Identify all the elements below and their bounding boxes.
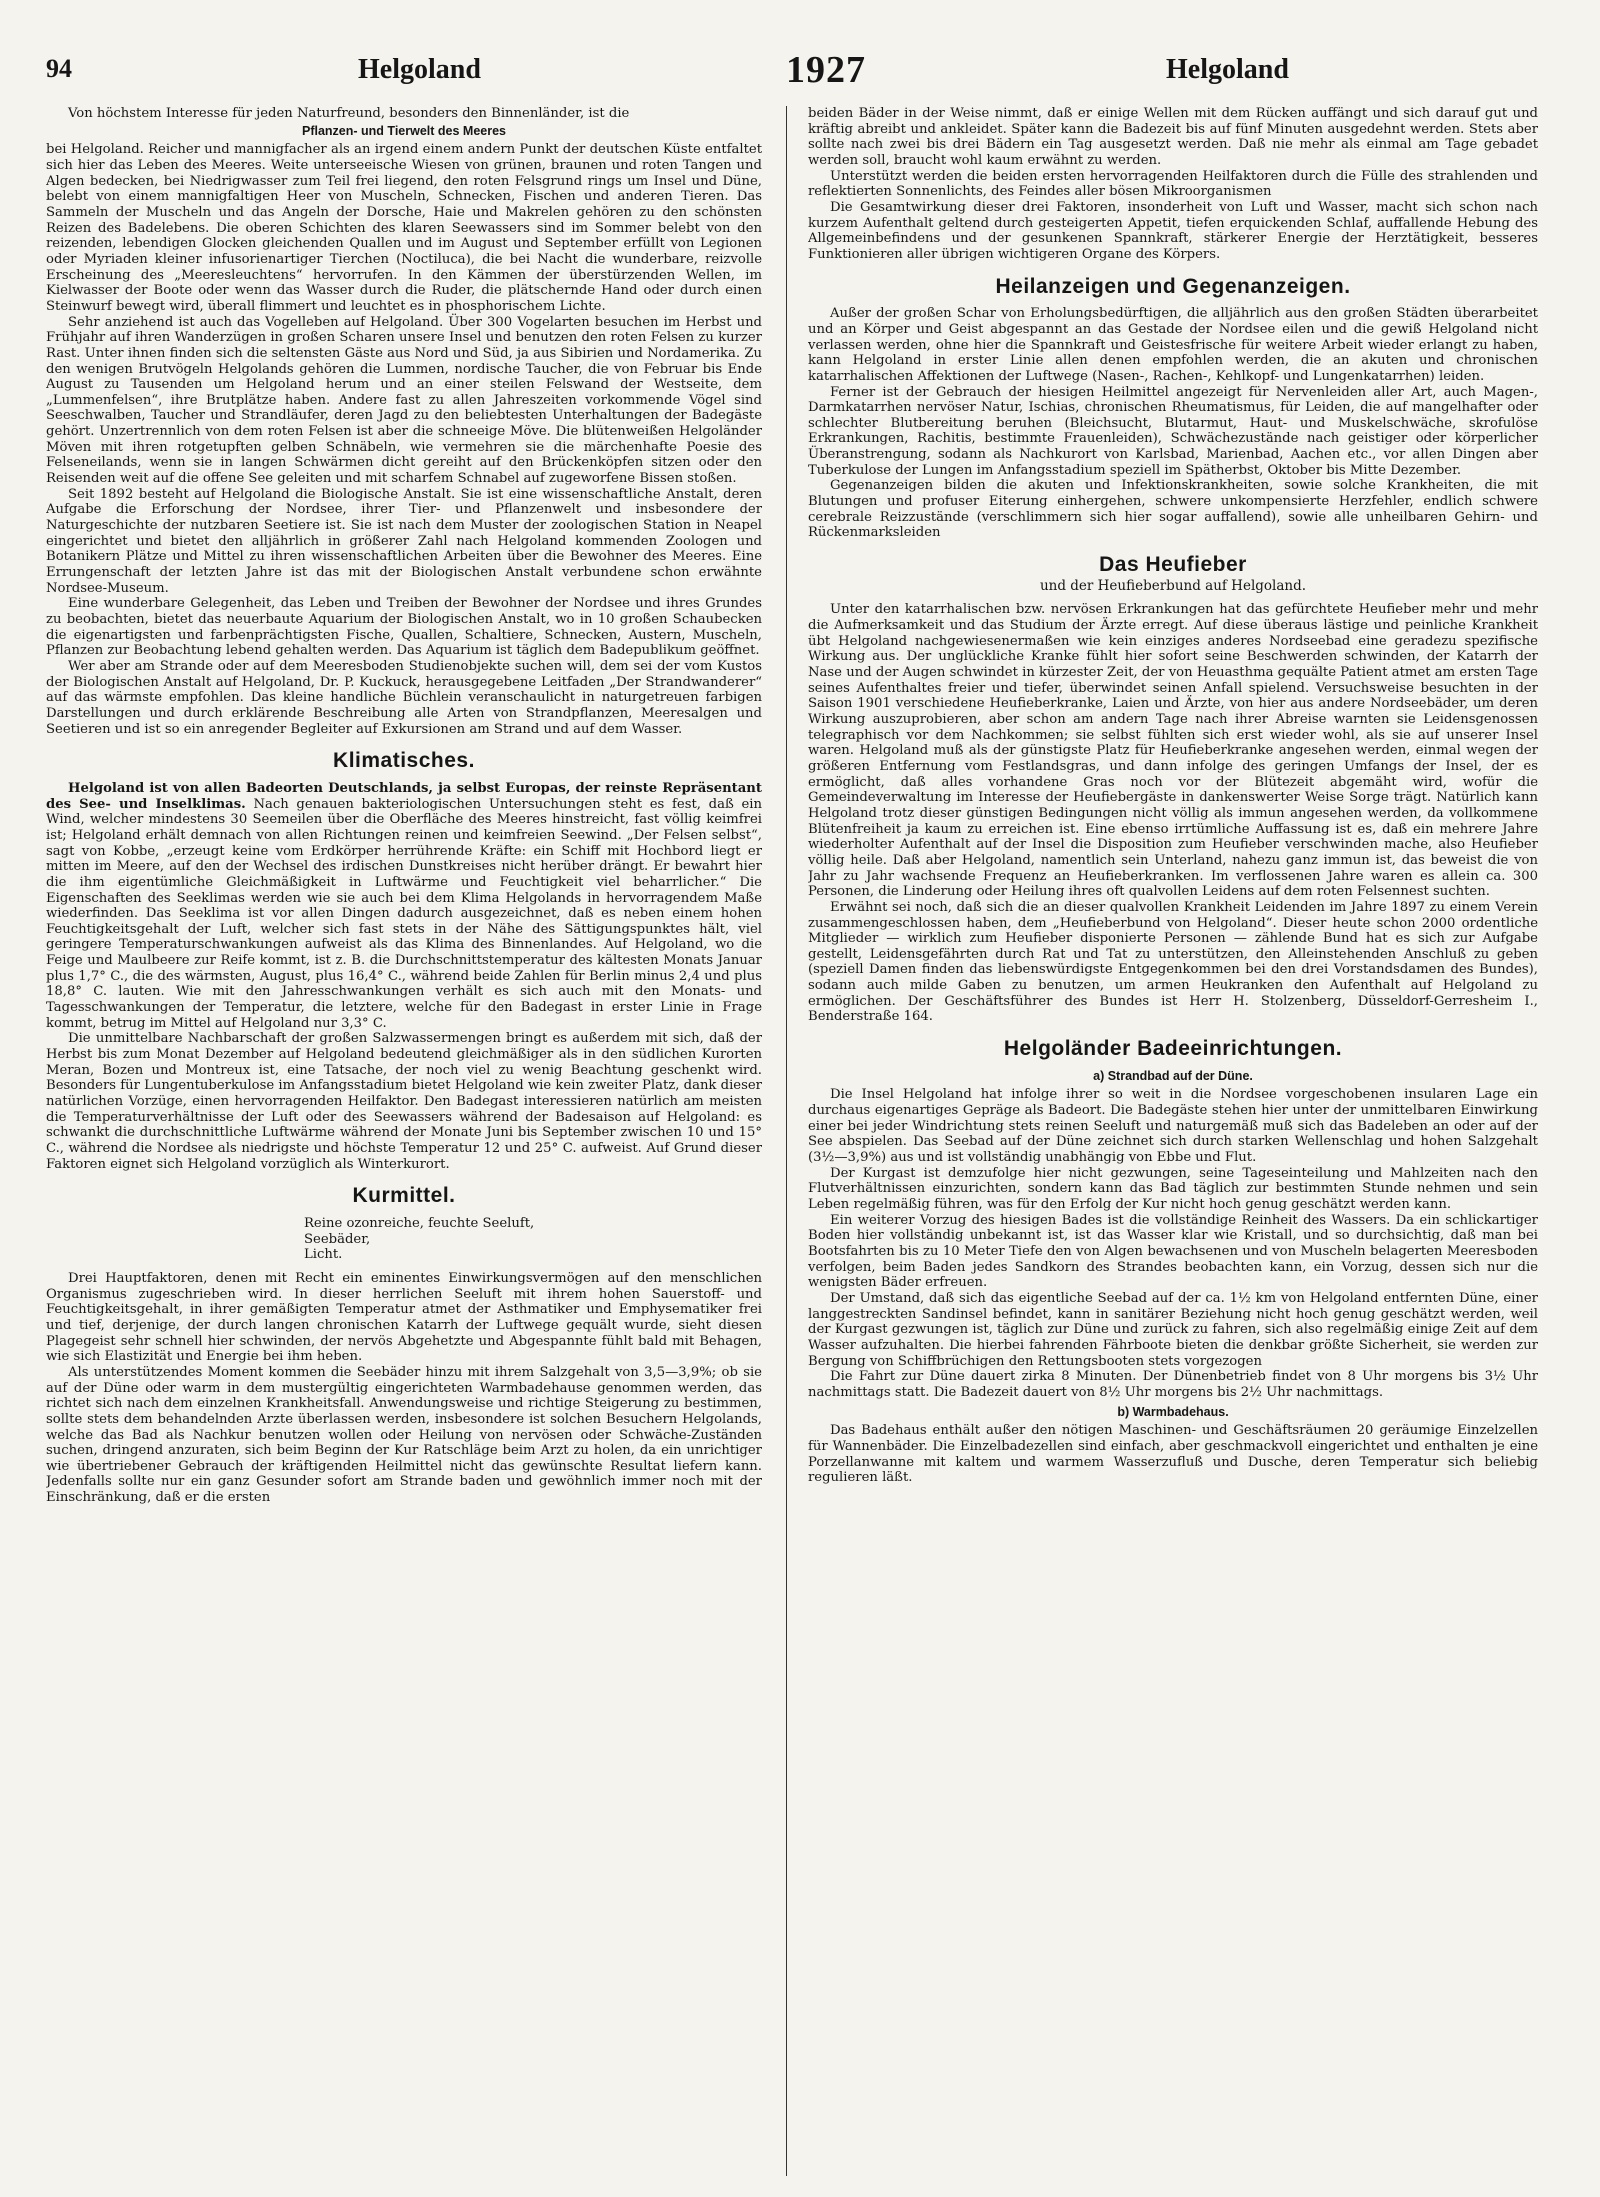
section-heading-heilanzeigen: Heilanzeigen und Gegenanzeigen. xyxy=(995,274,1351,298)
section-heading-heufieber: Das Heufieber xyxy=(1099,553,1247,577)
paragraph: Drei Hauptfaktoren, denen mit Recht ein eminentes Einwirkungsvermögen auf den menschlichen Organismus zugeschrieben wird. In dieser herrlichen Seeluft mit ihrem hohen Sauerstoff- und Feuchtigkeitsgehalt, in ihrer gemäßigten Temperatur atmet der Asthmatiker und Emphysematiker frei und tief, derjenige, der durch langen chronischen Katarrh der Luftwege gequält wurde, sieht diesen Plagegeist sehr schnell hier schwinden, der nervös Abgehetzte und Abgespannte fühlt bald mit Behagen, wie sich Elastizität und Energie bei ihm heben. xyxy=(46,1270,762,1365)
paragraph: Von höchstem Interesse für jeden Naturfreund, besonders den Binnenländer, ist die xyxy=(68,106,630,121)
paragraph: Die unmittelbare Nachbarschaft der großen Salzwassermengen bringt es außerdem mit sich, daß der Herbst bis zum Monat Dezember auf Helgoland bedeutend gleichmäßiger als in den südlichen Kurorten Meran, Bozen und Montreux ist, eine Tatsache, der noch viel zu wenig Beachtung geschenkt wird. Besonders für Lungentuberkulose im Anfangsstadium bietet Helgoland wie kein zweiter Platz, dank dieser natürlichen Vorzüge, einen hervorragenden Heilfaktor. Den Badegast interessieren natürlich am meisten die Temperaturverhältnisse der Luft oder des Seewassers während der Badesaison auf Helgoland: es schwankt die durchschnittliche Luftwärme während der Monate Juni bis September zwischen 10 und 15° C., während die Nordsee als niedrigste und höchste Temperatur 12 und 25° C. aufweist. Auf Grund dieser Faktoren eignet sich Helgoland vorzüglich als Winterkurort. xyxy=(46,1031,762,1172)
subheading-flora-fauna: Pflanzen- und Tierwelt des Meeres xyxy=(302,123,506,138)
list-item: Licht. xyxy=(304,1247,343,1263)
paragraph: Die Fahrt zur Düne dauert zirka 8 Minuten. Der Dünenbetrieb findet von 8 Uhr morgens bis 3½ Uhr nachmittags statt. Die Badezeit dauert von 8½ Uhr morgens bis 2½ Uhr nachmittags. xyxy=(808,1369,1538,1400)
section-subheading-heufieberbund: und der Heufieberbund auf Helgoland. xyxy=(1039,577,1307,594)
paragraph: Gegenanzeigen bilden die akuten und Infektionskrankheiten, sowie solche Krankheiten, die mit Blutungen und profuser Eiterung einhergehen, schwere unkompensierte Herzfehler, endlich schwere cerebrale Reizzustände (verschlimmern sich hier sogar auffallend), sowie alle unheilbaren Gehirn- und Rückenmarksleiden xyxy=(808,478,1538,541)
paragraph: Ferner ist der Gebrauch der hiesigen Heilmittel angezeigt für Nervenleiden aller Art, auch Magen-, Darmkatarrhen nervöser Natur, Ischias, chronischen Rheumatismus, für Leiden, die auf mangelhafter oder schlechter Blutbereitung beruhen (Bleichsucht, Blutarmut, Haut- und Muskelschwäche, skrofulöse Erkrankungen, Rachitis, bestimmte Frauenleiden), Schwächezustände nach geistiger oder körperlicher Überanstrengung, sodann als Nachkurort von Karlsbad, Marienbad, Aachen etc., vor allen Dingen aber Tuberkulose der Lungen im Anfangsstadium speziell im Spätherbst, Oktober bis Mitte Dezember. xyxy=(808,384,1538,478)
paragraph: Unterstützt werden die beiden ersten hervorragenden Heilfaktoren durch die Fülle des strahlenden und reflektierten Sonnenlichts, des Feindes aller bösen Mikroorganismen xyxy=(808,168,1538,200)
column-divider xyxy=(786,106,787,2176)
header-title-left: Helgoland xyxy=(358,54,481,85)
list-item: Reine ozonreiche, feuchte Seeluft, xyxy=(304,1215,535,1231)
paragraph: Die Gesamtwirkung dieser drei Faktoren, insonderheit von Luft und Wasser, macht sich schon nach kurzem Aufenthalt geltend durch gesteigerten Appetit, tiefen erquickenden Schlaf, auffallende Hebung des Allgemeinbefindens und der gesunkenen Spannkraft, stärkerer Energie der Herztätigkeit, besseres Funktionieren aller übrigen wichtigeren Organe des Körpers. xyxy=(808,199,1538,262)
left-column xyxy=(46,106,762,2181)
paragraph: Die Insel Helgoland hat infolge ihrer so weit in die Nordsee vorgeschobenen insularen Lage ein durchaus eigenartiges Gepräge als Badeort. Die Badegäste stehen hier unter der unmittelbaren Einwirkung einer bei jeder Windrichtung stets reinen Seeluft und naturgemäß muß sich das Badeleben an oder auf der See abspielen. Das Seebad auf der Düne zeichnet sich durch starken Wellenschlag und hohen Salzgehalt (3½—3,9%) aus und ist vollständig unabhängig von Ebbe und Flut. xyxy=(808,1087,1538,1166)
paragraph: Erwähnt sei noch, daß sich die an dieser qualvollen Krankheit Leidenden im Jahre 1897 zu einem Verein zusammengeschlossen haben, dem „Heufieberbund von Helgoland“. Dieser heute schon 2000 ordentliche Mitglieder — wirklich zum Heufieber disponierte Personen — zählende Bund hat es sich zur Aufgabe gestellt, Leidensgefährten durch Rat und Tat zu unterstützen, den Alleinstehenden Anschluß zu geben (speziell Damen finden das liebenswürdigste Entgegenkommen bei den drei Vorstandsdamen des Bundes), sodann auch milde Gaben zu benutzen, um armen Heukranken den Aufenthalt auf Helgoland zu ermöglichen. Der Geschäftsführer des Bundes ist Herr H. Stolzenberg, Düsseldorf-Gerresheim I., Benderstraße 164. xyxy=(808,899,1538,1025)
page-header xyxy=(46,48,1526,91)
paragraph: Als unterstützendes Moment kommen die Seebäder hinzu mit ihrem Salzgehalt von 3,5—3,9%; ob sie auf der Düne oder warm in dem mustergültig eingerichteten Warmbadehause genommen werden, das richtet sich nach dem einzelnen Krankheitsfall. Anwendungsweise und richtige Steigerung zu bestimmen, sollte stets dem behandelnden Arzte überlassen werden, insbesondere ist solchen Besuchern Helgolands, welche das Bad als Nachkur benutzen wollen oder Heilung von nervösen oder Schwäche-Zuständen suchen, dringend anzuraten, sich beim Beginn der Kur Ratschläge beim Arzt zu holen, da ein unrichtiger wie übertriebener Gebrauch der kräftigenden Heilmittel nicht das gewünschte Resultat liefern kann. Jedenfalls sollte nur ein ganz Gesunder sofort am Strande baden und gewöhnlich immer noch mit der Einschränkung, daß er die ersten xyxy=(46,1364,762,1506)
section-heading-kurmittel: Kurmittel. xyxy=(352,1184,456,1208)
header-year: 1927 xyxy=(786,49,866,91)
header-title-right: Helgoland xyxy=(1166,54,1289,85)
paragraph: Außer der großen Schar von Erholungsbedürftigen, die alljährlich aus den großen Städten überarbeitet und an Körper und Geist abgespannt an das Gestade der Nordsee eilen und die gewiß Helgoland nicht verlassen werden, ohne hier die Spannkraft und Geistesfrische für weitere Arbeit wieder erlangt zu haben, kann Helgoland in erster Linie allen denen empfohlen werden, die an akuten und chronischen katarrhalischen Affektionen der Luftwege (Nasen-, Rachen-, Kehlkopf- und Lungenkatarrhen) leiden. xyxy=(808,306,1538,384)
paragraph: beiden Bäder in der Weise nimmt, daß er einige Wellen mit dem Rücken auffängt und sich darauf gut und kräftig abreibt und ankleidet. Später kann die Badezeit bis auf fünf Minuten ausgedehnt werden. Stets aber sollte nach zwei bis drei Bädern ein Tag ausgesetzt werden. Daß nie mehr als einmal am Tage gebadet werden soll, braucht wohl kaum erwähnt zu werden. xyxy=(808,106,1538,168)
paragraph: Der Kurgast ist demzufolge hier nicht gezwungen, seine Tageseinteilung und Mahlzeiten nach den Flutverhältnissen einzurichten, sondern kann das Bad täglich zur bestimmten Stunde nehmen und sein Leben regelmäßig führen, was für den Erfolg der Kur nicht hoch genug geschätzt werden kann. xyxy=(808,1165,1538,1212)
page-number: 94 xyxy=(46,54,72,83)
paragraph: Ein weiterer Vorzug des hiesigen Bades ist die vollständige Reinheit des Wassers. Da ein schlickartiger Boden hier vollständig unbekannt ist, ist das Wasser klar wie Kristall, und so durchsichtig, daß man bei Bootsfahrten bis zu 10 Meter Tiefe den von Algen bewachsenen und von Muscheln belagerten Meeresboden verfolgen, beim Baden jedes Sandkorn des Strandes beobachten kann, ein Vorzug, dessen sich nur die wenigsten Bäder erfreuen. xyxy=(808,1212,1538,1291)
paragraph: Eine wunderbare Gelegenheit, das Leben und Treiben der Bewohner der Nordsee und ihres Grundes zu beobachten, bietet das neuerbaute Aquarium der Biologischen Anstalt, wo in 10 großen Schaubecken die eigenartigsten und farbenprächtigsten Fische, Quallen, Schaltiere, Schnecken, Austern, Muscheln, Pflanzen zur Beobachtung lebend gehalten werden. Das Aquarium ist täglich dem Badepublikum geöffnet. xyxy=(46,596,762,659)
paragraph: Der Umstand, daß sich das eigentliche Seebad auf der ca. 1½ km von Helgoland entfernten Düne, einer langgestreckten Sandinsel befindet, kann in sanitärer Beziehung nicht hoch genug geschätzt werden, weil der Kurgast gezwungen ist, täglich zur Düne und zurück zu fahren, sich also regelmäßig einige Zeit auf dem Wasser aufzuhalten. Die hierbei fahrenden Fährboote bieten die denkbar größte Sicherheit, sie werden zur Bergung von Schiffbrüchigen den Rettungsbooten stets vorgezogen xyxy=(808,1290,1538,1369)
paragraph-text: Nach genauen bakteriologischen Untersuchungen steht es fest, daß ein Wind, welcher mindestens 30 Seemeilen über die Oberfläche des Meeres hinstreicht, fast völlig keimfrei ist; Helgoland erhält demnach von allen Richtungen reinen und keimfreien Seewind. „Der Felsen selbst“, sagt von Kobbe, „erzeugt keine vom Erdkörper herrührende Kräfte: ein Schiff mit Hochbord liegt er mitten im Meere, auf den der Wechsel des irdischen Dunstkreises nicht herüber drängt. Er bewahrt hier die ihm eigentümliche Gleichmäßigkeit in Luftwärme und Feuchtigkeit viel beharrlicher.“ Die Eigenschaften des Seeklimas werden wie sie auch bei dem Klima Helgolands in hervorragendem Maße wiederfinden. Das Seeklima ist vor allen Dingen dadurch ausgezeichnet, daß es neben einem hohen Feuchtigkeitsgehalt der Luft, welcher sich fast stets in der Nähe des Sättigungspunktes hält, viel geringere Temperaturschwankungen aufweist als das Klima des Binnenlandes. Auf Helgoland, wo die Feige und Maulbeere zur Reife kommt, ist z. B. die Durchschnittstemperatur des kältesten Monats Januar plus 1,7° C., die des wärmsten, August, plus 16,4° C., während beide Zahlen für Berlin minus 2,4 und plus 18,8° C. lauten. Wie mit den Jahresschwankungen verhält es sich auch mit den Monats- und Tagesschwankungen der Temperatur, die letztere, welche für den Badegast in erster Linie in Frage kommt, betrug im Mittel auf Helgoland nur 3,3° C. xyxy=(46,796,762,1031)
subheading-warmbadehaus: b) Warmbadehaus. xyxy=(1117,1404,1229,1419)
paragraph: Sehr anziehend ist auch das Vogelleben auf Helgoland. Über 300 Vogelarten besuchen im Herbst und Frühjahr auf ihren Wanderzügen in großen Scharen unsere Insel und benutzen den roten Felsen zu kurzer Rast. Unter ihnen finden sich die seltensten Gäste aus Nord und Süd, ja aus Sibirien und Nordamerika. Zu den wenigen Brutvögeln Helgolands gehören die Lummen, nordische Taucher, die von Februar bis Ende August zu Tausenden um Helgoland herum und an einer steilen Felswand der Westseite, dem „Lummenfelsen“, ihre Brutplätze haben. Andere fast zu allen Jahreszeiten vorkommende Vögel sind Seeschwalben, Taucher und Strandläufer, deren Jagd zu den beliebtesten Unterhaltungen der Badegäste gehört. Unzertrennlich von dem roten Felsen ist aber die schneeige Möve. Die blütenweißen Helgoländer Möven mit ihren rotgetupften gelben Schnäbeln, wie vermehren sie die märchenhafte Poesie des Felseneilands, wenn sie in langen Schwärmen dicht gereiht auf den Brückenköpfen sitzen oder den Reisenden weit auf die offene See geleiten und mit scharfem Schnabel auf zugeworfene Bissen stoßen. xyxy=(46,314,762,487)
kurmittel-list xyxy=(46,1216,762,1263)
paragraph: Seit 1892 besteht auf Helgoland die Biologische Anstalt. Sie ist eine wissenschaftliche Anstalt, deren Aufgabe die Erforschung der Nordsee, ihrer Tier- und Pflanzenwelt und insbesondere der Naturgeschichte der nutzbaren Seetiere ist. Sie ist nach dem Muster der zoologischen Station in Neapel eingerichtet und bietet den alljährlich in größerer Zahl nach Helgoland kommenden Zoologen und Botanikern Plätze und Mittel zu ihren wissenschaftlichen Arbeiten über die Bewohner des Meeres. Eine Errungenschaft der letzten Jahre ist das mit der Biologischen Anstalt verbundene schon erwähnte Nordsee-Museum. xyxy=(46,486,762,596)
paragraph: Unter den katarrhalischen bzw. nervösen Erkrankungen hat das gefürchtete Heufieber mehr und mehr die Aufmerksamkeit und das Studium der Ärzte erregt. Auf diese überaus lästige und peinliche Krankheit übt Helgoland nachgewiesenermaßen wie kein einziges anderes Nordseebad eine geradezu spezifische Wirkung aus. Der unglückliche Kranke fühlt hier sofort seine Beschwerden schwinden, der Katarrh der Nase und der Augen schwindet in kürzester Zeit, der von Heuasthma gequälte Patient atmet am ersten Tage seines Aufenthaltes freier und tiefer, überwindet seinen Anfall spielend. Versuchsweise besuchten in der Saison 1901 verschiedene Heufieberkranke, Laien und Ärzte, von hier aus andere Nordseebäder, um deren Wirkung auszuprobieren, aber schon am andern Tage nach ihrer Abreise warnten sie Leidensgenossen telegraphisch vor dem Nachkommen; sie selbst fühlten sich erst wieder wohl, als sie auf unserer Insel waren. Helgoland muß als der günstigste Platz für Heufieberkranke angesehen werden, einmal wegen der größeren Entfernung vom Festlandsgras, und dann infolge des geringen Umfangs der Insel, der es ermöglicht, daß alles vorhandene Gras noch vor der Blütezeit abgemäht wird, wofür die Gemeindeverwaltung im Interesse der Heufiebergäste in dankenswerter Weise Sorge trägt. Natürlich kann Helgoland trotz dieser günstigen Bedingungen nicht völlig als immun angesehen werden, da vollkommene Blütenfreiheit ja kaum zu erreichen ist. Eine ebenso irrtümliche Auffassung ist es, daß ein mehrere Jahre wiederholter Aufenthalt auf der Insel die Disposition zum Heufieber verschwinden mache, also Heufieber völlig heile. Daß aber Helgoland, namentlich sein Unterland, nahezu ganz immun ist, das beweist die von Jahr zu Jahr wachsende Frequenz an Heufieberkranken. Im verflossenen Jahre waren es allein ca. 300 Personen, die Linderung oder Heilung ihres oft qualvollen Leidens auf dem roten Felsennest suchten. xyxy=(808,602,1538,900)
paragraph-klima-intro xyxy=(46,781,762,1032)
section-heading-badeeinrichtungen: Helgoländer Badeeinrichtungen. xyxy=(1003,1037,1343,1061)
paragraph: Wer aber am Strande oder auf dem Meeresboden Studienobjekte suchen will, dem sei der vom Kustos der Biologischen Anstalt auf Helgoland, Dr. P. Kuckuck, herausgegebene Leitfaden „Der Strandwanderer“ auf das wärmste empfohlen. Das kleine handliche Büchlein veranschaulicht in naturgetreuen farbigen Darstellungen und durch erklärende Beschreibung alle Arten von Strandpflanzen, Meeresalgen und Seetieren und ist so ein anregender Begleiter auf Exkursionen am Strand und auf dem Wasser. xyxy=(46,658,762,737)
paragraph: bei Helgoland. Reicher und mannigfacher als an irgend einem andern Punkt der deutschen Küste entfaltet sich hier das Leben des Meeres. Weite unterseeische Wiesen von grünen, braunen und roten Tangen und Algen bedecken, bei Niedrigwasser zum Teil frei liegend, den roten Felsgrund rings um Insel und Düne, belebt von einem mannigfaltigen Heer von Muscheln, Schnecken, Fischen und anderen Tieren. Das Sammeln der Muscheln und das Angeln der Dorsche, Haie und Makrelen gehören zu den schönsten Reizen des Badelebens. Die oberen Schichten des klaren Seewassers sind im Sommer belebt von den reizenden, lebendigen Glocken gleichenden Quallen und im August und September erfüllt von Legionen oder Myriaden kleiner infusorienartiger Tierchen (Noctiluca), die bei Nacht die wunderbare, reizvolle Erscheinung des „Meeresleuchtens“ hervorrufen. In den Kämmen der überstürzenden Wellen, im Kielwasser der Boote oder wenn das Wasser durch die Ruder, die plätschernde Hand oder durch einen Steinwurf bewegt wird, überall flimmert und leuchtet es in phosphorischem Lichte. xyxy=(46,142,762,314)
list-item: Seebäder, xyxy=(304,1231,371,1247)
section-heading-klimatisches: Klimatisches. xyxy=(333,749,475,773)
right-column xyxy=(808,106,1538,2181)
lead-text: Helgoland ist von allen Badeorten Deutschlands, ja selbst Europas, der reinste Repräsentant des See- und Inselklimas. xyxy=(46,780,762,812)
subheading-strandbad: a) Strandbad auf der Düne. xyxy=(1093,1068,1253,1083)
paragraph: Das Badehaus enthält außer den nötigen Maschinen- und Geschäftsräumen 20 geräumige Einzelzellen für Wannenbäder. Die Einzelbadezellen sind einfach, aber geschmackvoll eingerichtet und enthalten je eine Porzellanwanne mit kaltem und warmem Wasserzufluß und Dusche, deren Temperatur sich beliebig regulieren läßt. xyxy=(808,1423,1538,1486)
